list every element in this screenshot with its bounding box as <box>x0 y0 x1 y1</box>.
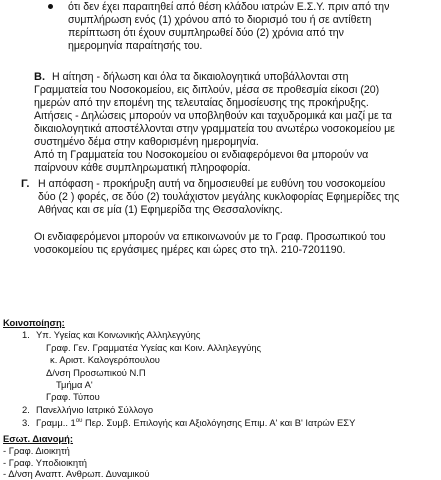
section-c-marker: Γ. <box>21 178 30 190</box>
ordinal-suffix: ου <box>75 417 83 424</box>
dianomi-item: - Γραφ. Διοικητή <box>3 445 70 456</box>
list-item <box>36 417 355 428</box>
dianomi-item: - Γραφ. Υποδιοικητή <box>3 457 87 468</box>
list-item: Πανελλήνιο Ιατρικό Σύλλογο <box>36 404 154 415</box>
dianomi-item: - Δ/νση Αναπτ. Ανθρωπ. Δυναμικού <box>3 468 150 479</box>
section-b-line: ημερών από την επομένη της τελευταίας δημοσίευσης της προκήρυξης. <box>34 97 369 109</box>
list-item-text: Γραμμ.. 1 <box>36 417 76 428</box>
section-b-line: Γραμματεία του Νοσοκομείου, εις διπλούν, μέσα σε προθεσμία είκοσι (20) <box>34 84 380 96</box>
bullet-icon <box>48 4 53 9</box>
list-subitem: Τμήμα Α' <box>56 379 93 390</box>
section-b-line: Από τη Γραμματεία του Νοσοκομείου οι ενδιαφερόμενοι θα μπορούν να <box>34 149 369 161</box>
section-b-line: παίρνουν κάθε συμπληρωματική πληροφορία. <box>34 162 251 174</box>
koinopoiisi-title: Κοινοποίηση: <box>3 317 65 328</box>
list-item-number: 2. <box>22 404 30 415</box>
bullet-line: ημερομηνία παραίτησής του. <box>68 40 203 52</box>
section-b-line: συστημένο δέμα στην καθορισμένη ημερομηνία. <box>34 136 259 148</box>
list-subitem: Γραφ. Τύπου <box>46 391 100 402</box>
list-subitem: κ. Αριστ. Καλογερόπουλου <box>50 354 160 365</box>
esot-dianomi-title: Εσωτ. Διανομή: <box>3 433 74 444</box>
bullet-line: περίπτωση ότι έχουν συμπληρωθεί δύο (2) χρόνια από την <box>68 27 344 39</box>
list-item-number: 1. <box>22 329 30 340</box>
list-item-number: 3. <box>22 417 30 428</box>
bullet-line: συμπλήρωση ενός (1) χρόνου από το διορισμό του ή σε αντίθετη <box>68 14 372 26</box>
list-subitem: Δ/νση Προσωπικού Ν.Π <box>46 367 146 378</box>
bullet-line: ότι δεν έχει παραιτηθεί από θέση κλάδου ιατρών Ε.Σ.Υ. πριν από την <box>68 1 390 13</box>
list-item-text: Περ. Συμβ. Επιλογής και Αξιολόγησης Επιμ. Α' και Β' Ιατρών ΕΣΥ <box>82 417 356 428</box>
section-c-line: δύο (2 ) φορές, σε δύο (2) τουλάχιστον μεγάλης κυκλοφορίας Εφημερίδες της <box>38 191 400 203</box>
list-item: Υπ. Υγείας και Κοινωνικής Αλληλεγγύης <box>36 329 201 340</box>
contact-line: νοσοκομείου τις εργάσιμες ημέρες και ώρες στο τηλ. 210-7201190. <box>34 244 346 256</box>
section-c-line: Αθήνας και σε μία (1) Εφημερίδα της Θεσσαλονίκης. <box>38 204 283 216</box>
section-b-line: Αιτήσεις - Δηλώσεις μπορούν να υποβληθούν και ταχυδρομικά και μαζί με τα <box>34 110 392 122</box>
section-b-line: δικαιολογητικά αποστέλλονται στην γραμματεία του ανωτέρω νοσοκομείου με <box>34 123 395 135</box>
section-b-line: Η αίτηση - δήλωση και όλα τα δικαιολογητικά υποβάλλονται στη <box>52 71 349 83</box>
section-b-marker: Β. <box>34 71 45 83</box>
contact-line: Οι ενδιαφερόμενοι μπορούν να επικοινωνούν με το Γραφ. Προσωπικού του <box>34 231 386 243</box>
section-c-line: Η απόφαση - προκήρυξη αυτή να δημοσιευθεί με ευθύνη του νοσοκομείου <box>38 178 386 190</box>
list-subitem: Γραφ. Γεν. Γραμματέα Υγείας και Κοιν. Αλληλεγγύης <box>46 342 262 353</box>
